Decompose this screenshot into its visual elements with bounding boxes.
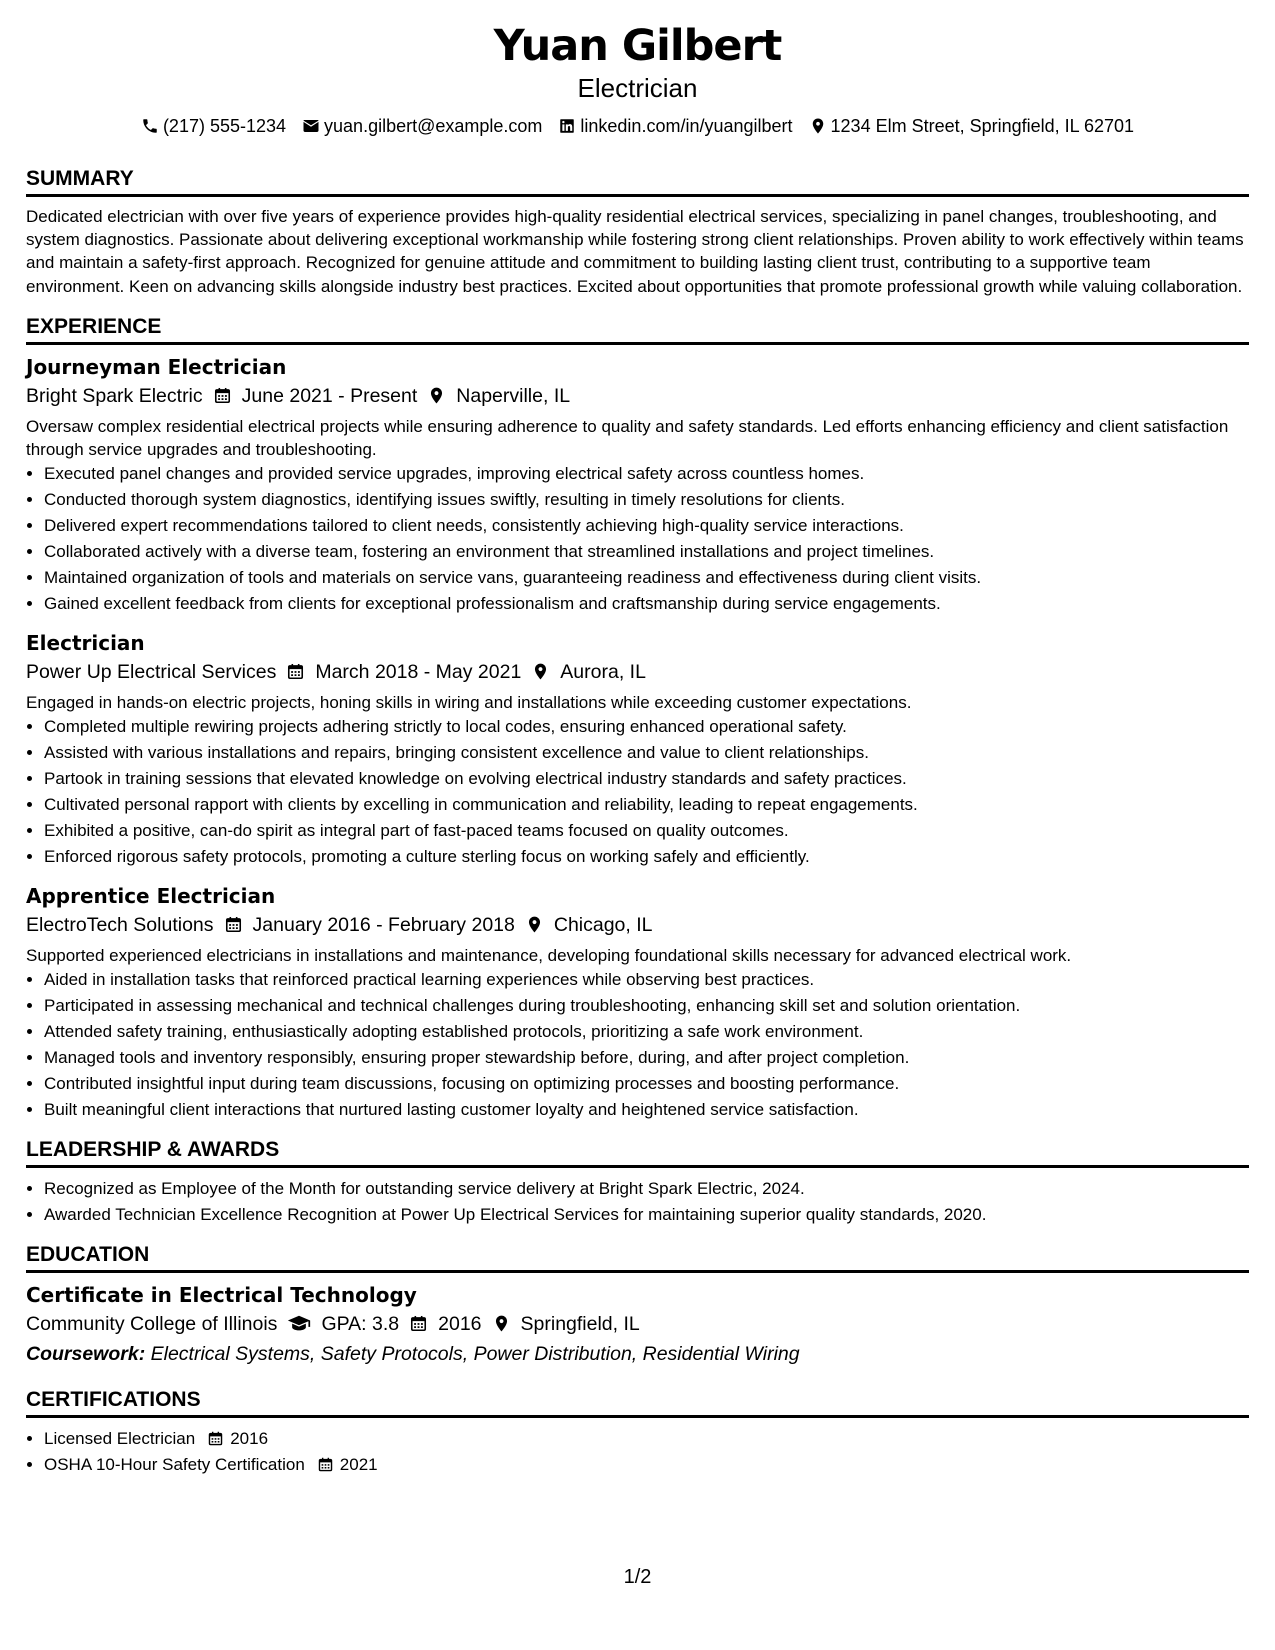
award-item: • Recognized as Employee of the Month for outstanding service delivery at Bright Spark Electric, 2024. — [44, 1176, 1249, 1202]
education-meta — [26, 1309, 1249, 1339]
bullet-item: • Managed tools and inventory responsibly, ensuring proper stewardship before, during, and after project completion. — [44, 1045, 1249, 1071]
leadership-heading: LEADERSHIP & AWARDS — [26, 1137, 1249, 1168]
graduation-cap-icon — [287, 1314, 311, 1333]
calendar-icon — [317, 1456, 334, 1473]
certification-year: 2021 — [339, 1454, 378, 1474]
job-location: Aurora, IL — [560, 660, 646, 683]
certification-item — [44, 1426, 1249, 1452]
job-location: Chicago, IL — [553, 913, 653, 936]
summary-section — [26, 166, 1249, 298]
job-entry — [26, 353, 1249, 617]
bullet-item: • Gained excellent feedback from clients for exceptional professionalism and craftsmanship during service engagements. — [44, 591, 1249, 617]
bullet-item: • Collaborated actively with a diverse team, fostering an environment that streamlined installations and project timelines. — [44, 539, 1249, 565]
leadership-list — [26, 1176, 1249, 1228]
job-description: Supported experienced electricians in installations and maintenance, developing foundational skills necessary for advanced electrical work. — [26, 945, 1072, 965]
linkedin-icon — [558, 117, 576, 135]
award-item: • Awarded Technician Excellence Recognition at Power Up Electrical Services for maintaining superior quality standards, 2020. — [44, 1202, 1249, 1228]
job-bullets — [26, 967, 1249, 1123]
calendar-icon — [286, 662, 305, 681]
calendar-icon — [213, 386, 232, 405]
job-meta — [26, 381, 1249, 411]
certifications-heading: CERTIFICATIONS — [26, 1387, 1249, 1418]
bullet-item: • Participated in assessing mechanical and technical challenges during troubleshooting, enhancing skill set and solution orientation. — [44, 993, 1249, 1019]
experience-section — [26, 314, 1249, 1123]
leadership-section — [26, 1137, 1249, 1228]
bullet-item: • Delivered expert recommendations tailored to client needs, consistently achieving high-quality service interactions. — [44, 513, 1249, 539]
certification-line — [44, 1452, 378, 1478]
certification-year: 2016 — [230, 1428, 269, 1448]
coursework-label: Coursework: — [26, 1342, 146, 1365]
degree-title: Certificate in Electrical Technology — [26, 1282, 417, 1307]
bullet-item: • Completed multiple rewiring projects adhering strictly to local codes, ensuring enhanced operational safety. — [44, 714, 1249, 740]
job-description: Engaged in hands-on electric projects, honing skills in wiring and installations while exceeding customer expectations. — [26, 692, 912, 712]
job-dates-item — [213, 381, 418, 411]
company-name: Power Up Electrical Services — [26, 660, 277, 683]
contact-linkedin[interactable] — [558, 116, 792, 137]
coursework-line — [26, 1339, 1249, 1369]
school-name: Community College of Illinois — [26, 1312, 278, 1335]
map-pin-icon — [427, 386, 446, 405]
bullet-item: • Exhibited a positive, can-do spirit as integral part of fast-paced teams focused on quality outcomes. — [44, 818, 1249, 844]
job-entry — [26, 629, 1249, 870]
certification-line — [44, 1426, 268, 1452]
gpa-text: GPA: 3.8 — [321, 1312, 400, 1335]
job-location-item — [427, 381, 570, 411]
contact-address — [809, 116, 1135, 137]
phone-icon — [141, 117, 159, 135]
education-section — [26, 1242, 1249, 1369]
gpa-item — [287, 1309, 399, 1339]
map-pin-icon — [492, 1314, 511, 1333]
page-number: 1/2 — [623, 1566, 652, 1588]
experience-heading: EXPERIENCE — [26, 314, 1249, 345]
summary-heading: SUMMARY — [26, 166, 1249, 197]
job-dates-item — [224, 910, 515, 940]
bullet-item: • Contributed insightful input during team discussions, focusing on optimizing processes and boosting performance. — [44, 1071, 1249, 1097]
job-dates-item — [286, 657, 521, 687]
contact-bar — [26, 114, 1249, 138]
email-text: yuan.gilbert@example.com — [324, 115, 543, 136]
job-entry — [26, 882, 1249, 1123]
map-pin-icon — [531, 662, 550, 681]
job-bullets — [26, 461, 1249, 617]
coursework-text: Electrical Systems, Safety Protocols, Power Distribution, Residential Wiring — [150, 1342, 800, 1365]
certifications-section — [26, 1387, 1249, 1478]
job-meta — [26, 910, 1249, 940]
job-location-item — [525, 910, 653, 940]
job-list — [26, 353, 1249, 1123]
certification-list — [26, 1426, 1249, 1478]
job-title: Journeyman Electrician — [26, 354, 287, 379]
job-dates: March 2018 - May 2021 — [315, 660, 522, 683]
candidate-name: Yuan Gilbert — [493, 21, 782, 71]
envelope-icon — [302, 117, 320, 135]
bullet-item: • Enforced rigorous safety protocols, promoting a culture sterling focus on working safely and efficiently. — [44, 844, 1249, 870]
summary-text: Dedicated electrician with over five years of experience provides high-quality residential electrical services, specializing in panel changes, troubleshooting, and system diagnostics. Passionate about delivering exceptional workmanship while fostering strong client relationships. Proven ability to work effectively within teams and maintain a safety-first approach. Recognized for genuine attitude and commitment to building lasting client trust, contributing to a supportive team environment. Keen on advancing skills alongside industry best practices. Excited about opportunities that promote professional growth while valuing collaboration. — [26, 207, 1244, 296]
bullet-item: • Cultivated personal rapport with clients by excelling in communication and reliability, leading to repeat engagements. — [44, 792, 1249, 818]
calendar-icon — [224, 915, 243, 934]
linkedin-text: linkedin.com/in/yuangilbert — [580, 115, 793, 136]
bullet-item: • Conducted thorough system diagnostics, identifying issues swiftly, resulting in timely resolutions for clients. — [44, 487, 1249, 513]
certification-name: • OSHA 10-Hour Safety Certification — [44, 1454, 305, 1474]
bullet-item: • Aided in installation tasks that reinforced practical learning experiences while observing best practices. — [44, 967, 1249, 993]
bullet-item: • Executed panel changes and provided service upgrades, improving electrical safety across countless homes. — [44, 461, 1249, 487]
phone-text: (217) 555-1234 — [162, 115, 287, 136]
edu-location-text: Springfield, IL — [520, 1312, 640, 1335]
job-description: Oversaw complex residential electrical projects while ensuring adherence to quality and safety standards. Led efforts enhancing efficiency and client satisfaction through service upgrades and troubleshooting. — [26, 416, 1229, 459]
edu-location-item — [492, 1309, 640, 1339]
contact-phone[interactable] — [141, 116, 286, 137]
job-location-item — [531, 657, 646, 687]
calendar-icon — [207, 1430, 224, 1447]
edu-year-item — [409, 1309, 481, 1339]
bullet-item: • Assisted with various installations and repairs, bringing consistent excellence and value to client relationships. — [44, 740, 1249, 766]
map-pin-icon — [525, 915, 544, 934]
edu-year-text: 2016 — [438, 1312, 482, 1335]
job-dates: June 2021 - Present — [241, 384, 418, 407]
resume-page — [26, 20, 1249, 1478]
job-dates: January 2016 - February 2018 — [252, 913, 515, 936]
address-text: 1234 Elm Street, Springfield, IL 62701 — [830, 115, 1135, 136]
contact-email[interactable] — [302, 116, 542, 137]
bullet-item: • Attended safety training, enthusiastically adopting established protocols, prioritizing a safe work environment. — [44, 1019, 1249, 1045]
certification-item — [44, 1452, 1249, 1478]
job-location: Naperville, IL — [456, 384, 571, 407]
job-title: Apprentice Electrician — [26, 883, 276, 908]
bullet-item: • Maintained organization of tools and materials on service vans, guaranteeing readiness and effectiveness during client visits. — [44, 565, 1249, 591]
map-pin-icon — [809, 117, 827, 135]
company-name: ElectroTech Solutions — [26, 913, 214, 936]
job-meta — [26, 657, 1249, 687]
certification-name: • Licensed Electrician — [44, 1428, 196, 1448]
job-bullets — [26, 714, 1249, 870]
job-title: Electrician — [26, 630, 145, 655]
bullet-item: • Partook in training sessions that elevated knowledge on evolving electrical industry standards and safety practices. — [44, 766, 1249, 792]
candidate-role: Electrician — [577, 73, 698, 103]
company-name: Bright Spark Electric — [26, 384, 203, 407]
bullet-item: • Built meaningful client interactions that nurtured lasting customer loyalty and heightened service satisfaction. — [44, 1097, 1249, 1123]
calendar-icon — [409, 1314, 428, 1333]
education-heading: EDUCATION — [26, 1242, 1249, 1273]
